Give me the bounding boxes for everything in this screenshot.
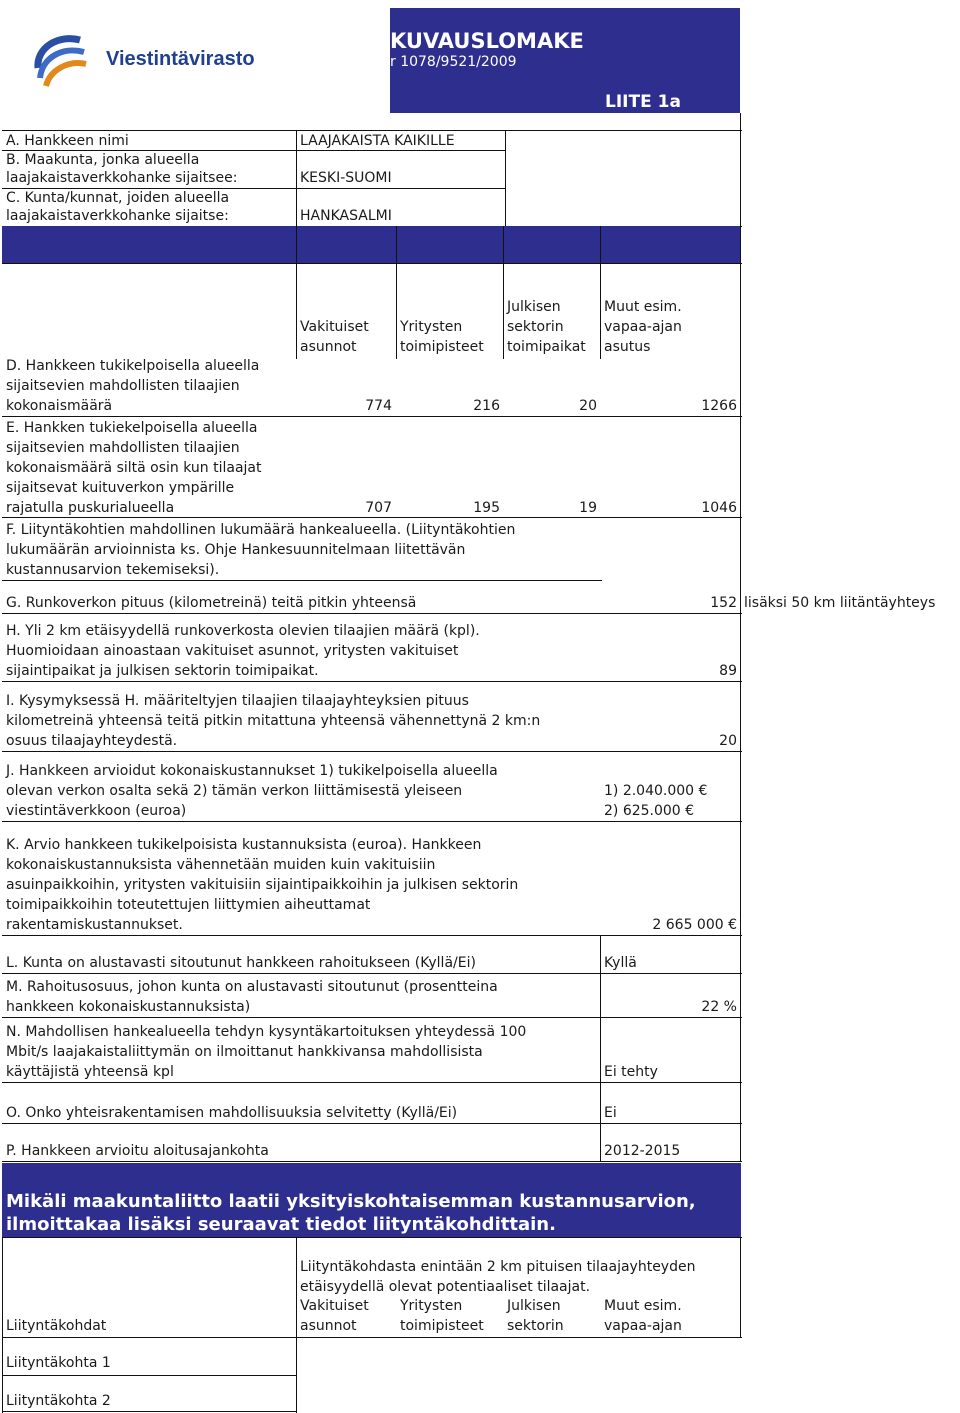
- label-m-2: hankkeen kokonaiskustannuksista): [6, 999, 251, 1015]
- label-d-1: D. Hankkeen tukikelpoisella alueella: [6, 358, 260, 374]
- liite-label: LIITE 1a: [605, 92, 681, 112]
- d-muut: 1266: [701, 398, 737, 414]
- label-f-2: lukumäärän arvioinnista ks. Ohje Hankesuunnitelmaan liitettävän: [6, 542, 466, 558]
- e-vakituiset: 707: [365, 500, 392, 516]
- value-l: Kyllä: [604, 955, 637, 971]
- label-e-1: E. Hankken tukiekelpoisella alueella: [6, 420, 258, 436]
- banner-line-1: Mikäli maakuntaliitto laatii yksityiskohtaisemman kustannusarvion,: [6, 1191, 696, 1212]
- value-p: 2012-2015: [604, 1143, 681, 1159]
- label-d-2: sijaitsevien mahdollisten tilaajien: [6, 378, 240, 394]
- bottom-col-vakituiset-1: Vakituiset: [300, 1298, 369, 1314]
- e-julkisen: 19: [579, 500, 597, 516]
- label-e-4: sijaitsevat kuituverkon ympärille: [6, 480, 235, 496]
- value-h: 89: [719, 663, 737, 679]
- bottom-intro-1: Liityntäkohdasta enintään 2 km pituisen tilaajayhteyden: [300, 1259, 696, 1275]
- label-k-3: asuinpaikkoihin, yritysten vakituisiin sijaintipaikkoihin ja julkisen sektorin: [6, 877, 519, 893]
- value-i: 20: [719, 733, 737, 749]
- label-k-2: kokonaiskustannuksista vähennetään muiden kuin vakituisiin: [6, 857, 436, 873]
- e-muut: 1046: [701, 500, 737, 516]
- label-b-2: laajakaistaverkkohanke sijaitsee:: [6, 170, 238, 186]
- label-c-2: laajakaistaverkkohanke sijaitse:: [6, 208, 229, 224]
- label-i-1: I. Kysymyksessä H. määriteltyjen tilaajien tilaajayhteyksien pituus: [6, 693, 469, 709]
- col-vakituiset-1: Vakituiset: [300, 319, 369, 335]
- label-j-2: olevan verkon osalta sekä 2) tämän verkon liittämisestä yleiseen: [6, 783, 463, 799]
- value-g: 152: [710, 595, 737, 611]
- label-o: O. Onko yhteisrakentamisen mahdollisuuksia selvitetty (Kyllä/Ei): [6, 1105, 458, 1121]
- value-j-2: 2) 625.000 €: [604, 803, 695, 819]
- col-muut-2: vapaa-ajan: [604, 319, 682, 335]
- col-yritysten-2: toimipisteet: [400, 339, 484, 355]
- bottom-col-muut-1: Muut esim.: [604, 1298, 682, 1314]
- label-g: G. Runkoverkon pituus (kilometreinä) teitä pitkin yhteensä: [6, 595, 417, 611]
- bottom-col-muut-2: vapaa-ajan: [604, 1318, 682, 1334]
- label-f-3: kustannusarvion tekemiseksi).: [6, 562, 220, 578]
- bottom-col-yritysten-1: Yritysten: [400, 1298, 463, 1314]
- value-a: LAAJAKAISTA KAIKILLE: [300, 133, 455, 149]
- note-g: lisäksi 50 km liitäntäyhteys: [744, 595, 936, 611]
- logo: [28, 28, 288, 98]
- col-muut-1: Muut esim.: [604, 299, 682, 315]
- label-e-2: sijaitsevien mahdollisten tilaajien: [6, 440, 240, 456]
- col-julkisen-2: sektorin: [507, 319, 564, 335]
- d-vakituiset: 774: [365, 398, 392, 414]
- section-divider-bar: [2, 226, 741, 263]
- page-subtitle: r 1078/9521/2009: [390, 54, 517, 70]
- bottom-row-1: Liityntäkohta 1: [6, 1355, 111, 1371]
- page-title: KUVAUSLOMAKE: [390, 29, 584, 53]
- logo-swirl-icon: [28, 28, 108, 96]
- logo-text: Viestintävirasto: [106, 48, 255, 70]
- d-yritysten: 216: [473, 398, 500, 414]
- label-i-2: kilometreinä yhteensä teitä pitkin mitattuna yhteensä vähennettynä 2 km:n: [6, 713, 541, 729]
- col-julkisen-1: Julkisen: [507, 299, 561, 315]
- label-b-1: B. Maakunta, jonka alueella: [6, 152, 200, 168]
- label-k-4: toimipaikkoihin toteutettujen liittymien aiheuttamat: [6, 897, 371, 913]
- bottom-row-2: Liityntäkohta 2: [6, 1393, 111, 1409]
- bottom-col-vakituiset-2: asunnot: [300, 1318, 357, 1334]
- label-h-1: H. Yli 2 km etäisyydellä runkoverkosta olevien tilaajien määrä (kpl).: [6, 623, 480, 639]
- label-j-3: viestintäverkkoon (euroa): [6, 803, 187, 819]
- col-yritysten-1: Yritysten: [400, 319, 463, 335]
- bottom-row-header: Liityntäkohdat: [6, 1318, 107, 1334]
- value-m: 22 %: [701, 999, 737, 1015]
- label-n-1: N. Mahdollisen hankealueella tehdyn kysyntäkartoituksen yhteydessä 100: [6, 1024, 527, 1040]
- d-julkisen: 20: [579, 398, 597, 414]
- label-i-3: osuus tilaajayhteydestä.: [6, 733, 178, 749]
- col-julkisen-3: toimipaikat: [507, 339, 586, 355]
- label-h-3: sijaintipaikat ja julkisen sektorin toimipaikat.: [6, 663, 319, 679]
- value-n: Ei tehty: [604, 1064, 658, 1080]
- label-a: A. Hankkeen nimi: [6, 133, 129, 149]
- bottom-col-julkisen-2: sektorin: [507, 1318, 564, 1334]
- value-k: 2 665 000 €: [652, 917, 737, 933]
- label-k-1: K. Arvio hankkeen tukikelpoisista kustannuksista (euroa). Hankkeen: [6, 837, 482, 853]
- label-k-5: rakentamiskustannukset.: [6, 917, 183, 933]
- label-e-3: kokonaismäärä siltä osin kun tilaajat: [6, 460, 262, 476]
- label-p: P. Hankkeen arvioitu aloitusajankohta: [6, 1143, 269, 1159]
- col-vakituiset-2: asunnot: [300, 339, 357, 355]
- label-j-1: J. Hankkeen arvioidut kokonaiskustannukset 1) tukikelpoisella alueella: [6, 763, 498, 779]
- label-e-5: rajatulla puskurialueella: [6, 500, 175, 516]
- bottom-intro-2: etäisyydellä olevat potentiaaliset tilaajat.: [300, 1279, 591, 1295]
- bottom-col-yritysten-2: toimipisteet: [400, 1318, 484, 1334]
- label-c-1: C. Kunta/kunnat, joiden alueella: [6, 190, 230, 206]
- label-n-3: käyttäjistä yhteensä kpl: [6, 1064, 174, 1080]
- value-j-1: 1) 2.040.000 €: [604, 783, 708, 799]
- label-n-2: Mbit/s laajakaistaliittymän on ilmoittanut hankkivansa mahdollisista: [6, 1044, 483, 1060]
- value-c: HANKASALMI: [300, 208, 392, 224]
- value-o: Ei: [604, 1105, 617, 1121]
- label-f-1: F. Liityntäkohtien mahdollinen lukumäärä hankealueella. (Liityntäkohtien: [6, 522, 516, 538]
- value-b: KESKI-SUOMI: [300, 170, 392, 186]
- label-l: L. Kunta on alustavasti sitoutunut hankkeen rahoitukseen (Kyllä/Ei): [6, 955, 476, 971]
- bottom-col-julkisen-1: Julkisen: [507, 1298, 561, 1314]
- col-muut-3: asutus: [604, 339, 651, 355]
- label-m-1: M. Rahoitusosuus, johon kunta on alustavasti sitoutunut (prosentteina: [6, 979, 498, 995]
- e-yritysten: 195: [473, 500, 500, 516]
- label-h-2: Huomioidaan ainoastaan vakituiset asunnot, yritysten vakituiset: [6, 643, 459, 659]
- label-d-3: kokonaismäärä: [6, 398, 113, 414]
- banner-line-2: ilmoittakaa lisäksi seuraavat tiedot liityntäkohdittain.: [6, 1214, 556, 1235]
